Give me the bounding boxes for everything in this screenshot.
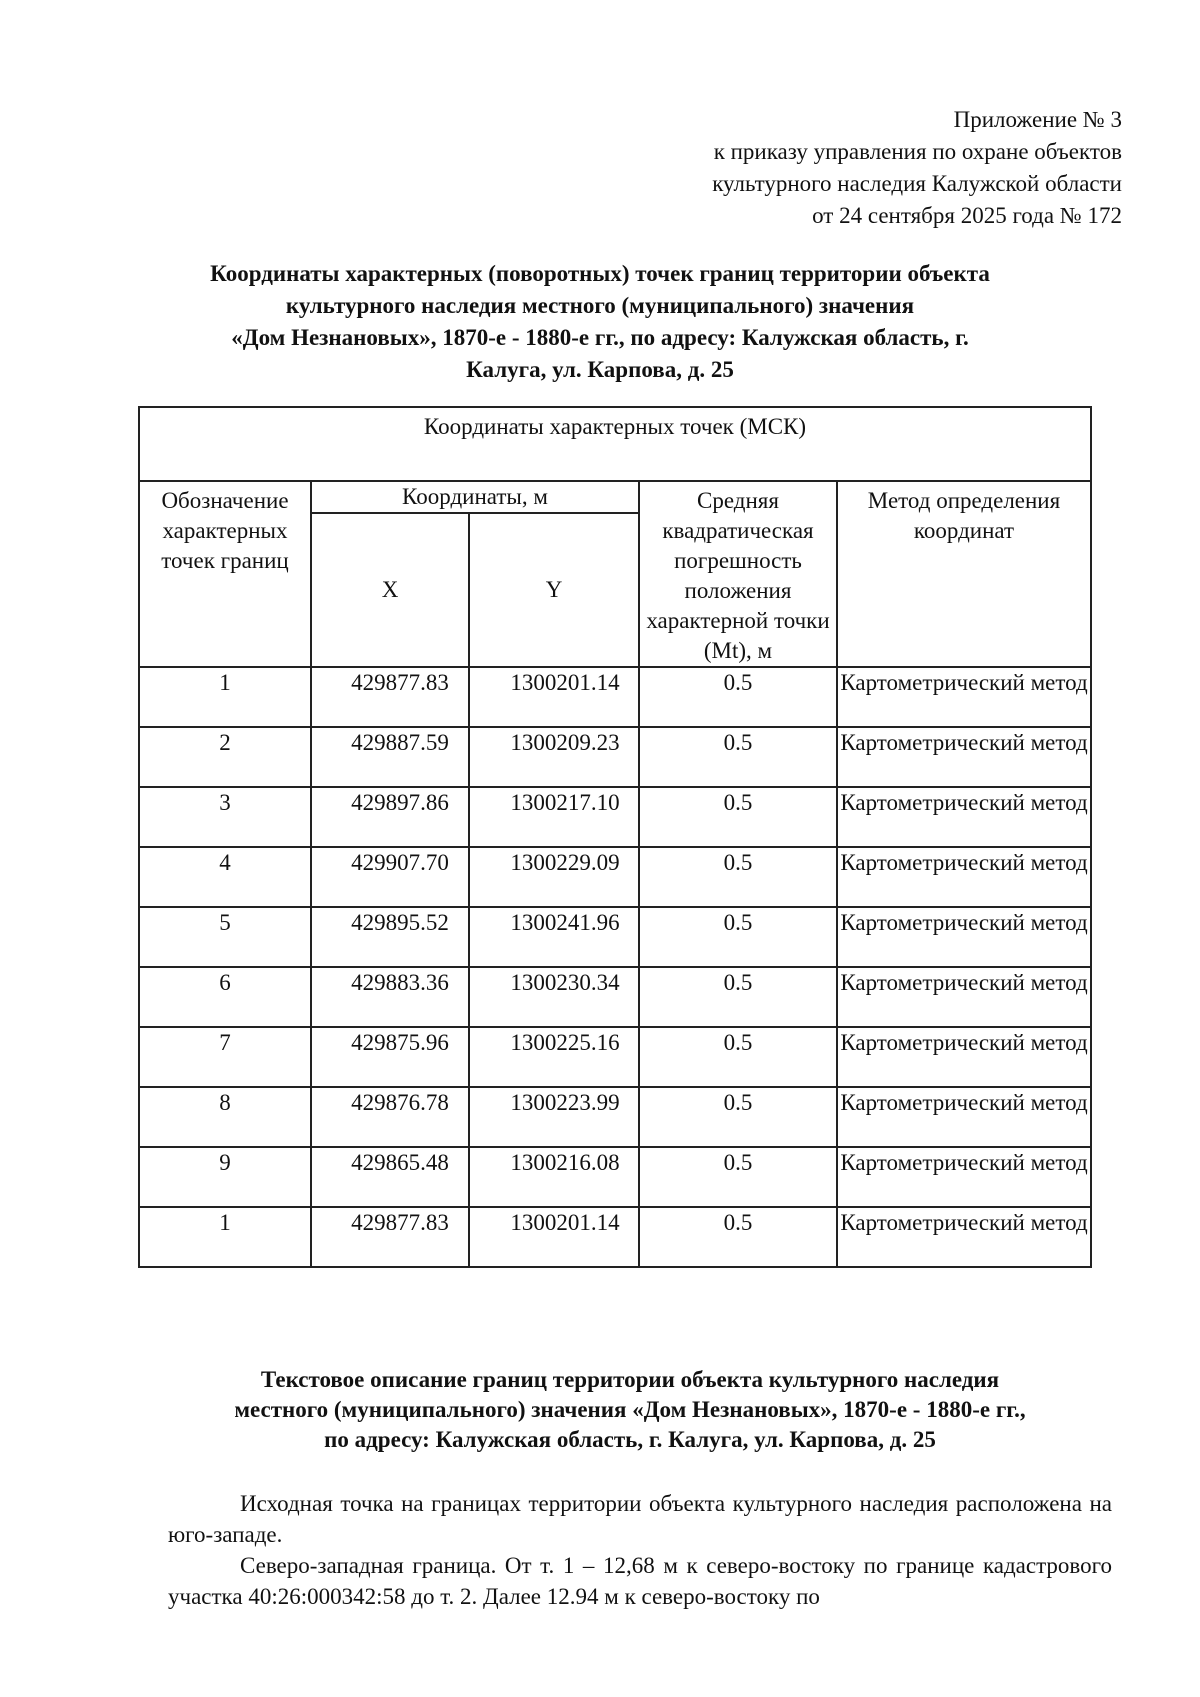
cell-x: 429897.86 bbox=[311, 787, 469, 847]
paragraph-1: Исходная точка на границах территории объекта культурного наследия расположена на юго-западе. bbox=[168, 1491, 1112, 1547]
cell-mt: 0.5 bbox=[639, 667, 837, 727]
header-x: X bbox=[311, 513, 469, 667]
header-designation: Обозначение характерных точек границ bbox=[139, 481, 311, 667]
cell-x: 429895.52 bbox=[311, 907, 469, 967]
title-line-1: Координаты характерных (поворотных) точек границ территории объекта bbox=[210, 261, 990, 286]
cell-method: Картометрический метод bbox=[837, 1147, 1091, 1207]
cell-mt: 0.5 bbox=[639, 1207, 837, 1267]
title-line-3: «Дом Незнановых», 1870-е - 1880-е гг., по адресу: Калужская область, г. bbox=[231, 325, 969, 350]
header-y: Y bbox=[469, 513, 639, 667]
cell-method: Картометрический метод bbox=[837, 727, 1091, 787]
cell-point: 7 bbox=[139, 1027, 311, 1087]
cell-y: 1300230.34 bbox=[469, 967, 639, 1027]
cell-point: 4 bbox=[139, 847, 311, 907]
title-line-2: культурного наследия местного (муниципального) значения bbox=[285, 293, 915, 318]
cell-mt: 0.5 bbox=[639, 787, 837, 847]
section-title bbox=[150, 1365, 1110, 1455]
cell-y: 1300209.23 bbox=[469, 727, 639, 787]
table-caption: Координаты характерных точек (МСК) bbox=[139, 407, 1091, 481]
table-row bbox=[139, 787, 1091, 847]
cell-x: 429865.48 bbox=[311, 1147, 469, 1207]
cell-x: 429877.83 bbox=[311, 1207, 469, 1267]
cell-mt: 0.5 bbox=[639, 727, 837, 787]
table-row bbox=[139, 1207, 1091, 1267]
table-row bbox=[139, 1087, 1091, 1147]
section-line-1: Текстовое описание границ территории объекта культурного наследия bbox=[260, 1367, 1000, 1392]
cell-method: Картометрический метод bbox=[837, 847, 1091, 907]
cell-point: 5 bbox=[139, 907, 311, 967]
cell-y: 1300223.99 bbox=[469, 1087, 639, 1147]
table-header-row-1 bbox=[139, 481, 1091, 513]
cell-method: Картометрический метод bbox=[837, 1087, 1091, 1147]
title-line-4: Калуга, ул. Карпова, д. 25 bbox=[466, 357, 734, 382]
table-caption-row bbox=[139, 407, 1091, 481]
cell-x: 429875.96 bbox=[311, 1027, 469, 1087]
header-method: Метод определения координат bbox=[837, 481, 1091, 667]
appendix-line-1: Приложение № 3 bbox=[953, 107, 1122, 132]
cell-point: 6 bbox=[139, 967, 311, 1027]
cell-mt: 0.5 bbox=[639, 1027, 837, 1087]
cell-y: 1300241.96 bbox=[469, 907, 639, 967]
appendix-line-3: культурного наследия Калужской области bbox=[712, 171, 1122, 196]
cell-mt: 0.5 bbox=[639, 907, 837, 967]
cell-mt: 0.5 bbox=[639, 847, 837, 907]
cell-point: 2 bbox=[139, 727, 311, 787]
coordinates-table bbox=[138, 406, 1092, 1268]
header-coordinates: Координаты, м bbox=[311, 481, 639, 513]
paragraph-2: Северо-западная граница. От т. 1 – 12,68 м к северо-востоку по границе кадастрового участка 40:26:000342:58 до т. 2. Далее 12.94 м к северо-востоку по bbox=[168, 1553, 1112, 1609]
cell-x: 429877.83 bbox=[311, 667, 469, 727]
table-row bbox=[139, 667, 1091, 727]
cell-x: 429907.70 bbox=[311, 847, 469, 907]
cell-mt: 0.5 bbox=[639, 1087, 837, 1147]
cell-x: 429883.36 bbox=[311, 967, 469, 1027]
cell-method: Картометрический метод bbox=[837, 787, 1091, 847]
cell-y: 1300225.16 bbox=[469, 1027, 639, 1087]
cell-method: Картометрический метод bbox=[837, 907, 1091, 967]
table-row bbox=[139, 1147, 1091, 1207]
cell-point: 1 bbox=[139, 667, 311, 727]
cell-y: 1300217.10 bbox=[469, 787, 639, 847]
cell-method: Картометрический метод bbox=[837, 667, 1091, 727]
appendix-header bbox=[712, 104, 1122, 232]
cell-mt: 0.5 bbox=[639, 1147, 837, 1207]
section-line-3: по адресу: Калужская область, г. Калуга, ул. Карпова, д. 25 bbox=[324, 1427, 936, 1452]
document-title bbox=[150, 258, 1050, 386]
cell-x: 429887.59 bbox=[311, 727, 469, 787]
appendix-line-2: к приказу управления по охране объектов bbox=[713, 139, 1122, 164]
cell-y: 1300216.08 bbox=[469, 1147, 639, 1207]
section-line-2: местного (муниципального) значения «Дом Незнановых», 1870-е - 1880-е гг., bbox=[234, 1397, 1026, 1422]
header-error: Средняя квадратическая погрешность положения характерной точки (Mt), м bbox=[639, 481, 837, 667]
cell-method: Картометрический метод bbox=[837, 1027, 1091, 1087]
cell-method: Картометрический метод bbox=[837, 967, 1091, 1027]
cell-y: 1300201.14 bbox=[469, 667, 639, 727]
cell-y: 1300201.14 bbox=[469, 1207, 639, 1267]
appendix-line-4: от 24 сентября 2025 года № 172 bbox=[812, 203, 1122, 228]
table-row bbox=[139, 967, 1091, 1027]
cell-mt: 0.5 bbox=[639, 967, 837, 1027]
table-row bbox=[139, 727, 1091, 787]
cell-y: 1300229.09 bbox=[469, 847, 639, 907]
cell-point: 9 bbox=[139, 1147, 311, 1207]
cell-point: 3 bbox=[139, 787, 311, 847]
table-row bbox=[139, 847, 1091, 907]
table-row bbox=[139, 907, 1091, 967]
table-row bbox=[139, 1027, 1091, 1087]
cell-point: 1 bbox=[139, 1207, 311, 1267]
cell-method: Картометрический метод bbox=[837, 1207, 1091, 1267]
cell-x: 429876.78 bbox=[311, 1087, 469, 1147]
cell-point: 8 bbox=[139, 1087, 311, 1147]
